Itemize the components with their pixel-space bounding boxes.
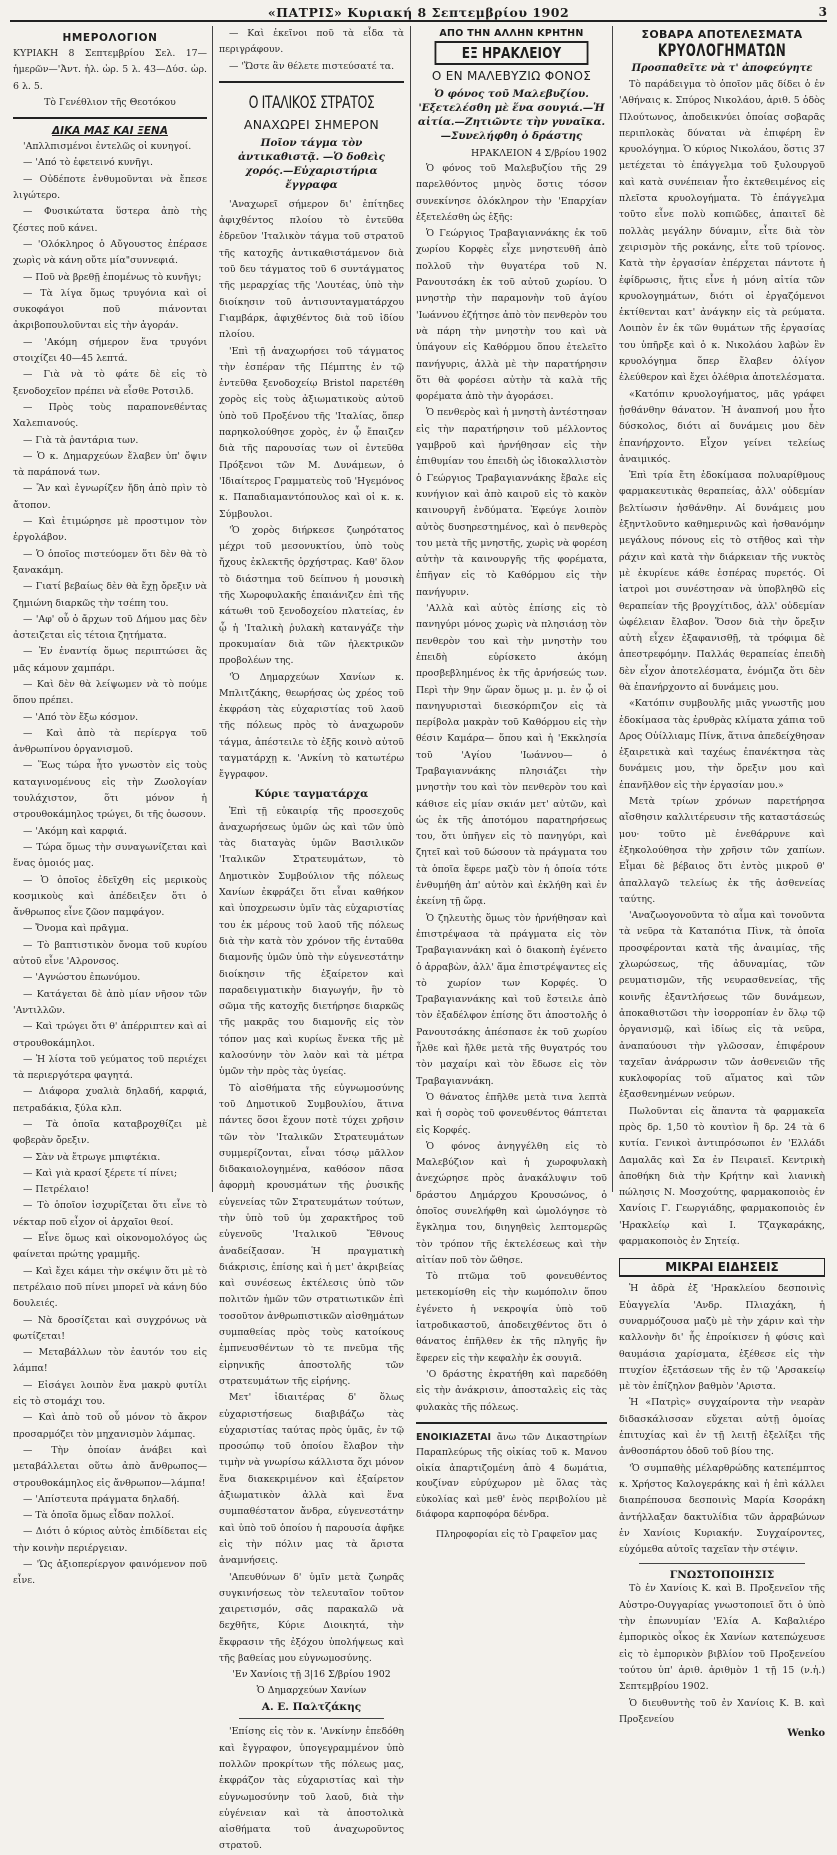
calendar-heading: ΗΜΕΡΟΛΟΓΙΟΝ [62,32,158,44]
paragraph: — Γιὰ τὰ ῥαντάρια των. [23,434,139,446]
paragraph: — 'Ὡς ἀξιοπερίεργον φαινόμενον ποῦ εἶνε. [13,1559,207,1587]
paragraph: Τὸ πτῶμα τοῦ φονευθέντος μετεκομίσθη εἰς τὴν κωμόπολιν ὅπου ἐγένετο ἡ νεκροψία ὑπὸ τοῦ ἰατροδικαστοῦ, ἀποδειχθέντος ὅτι ὁ θάνατος ἐπῆλθεν ἐκ τῆς πληγῆς ἣν ἔφερεν εἰς τὴν κεφαλὴν ἐκ σουγιᾶ. [416,1271,607,1364]
paragraph: — Καὶ τρώγει ὅτι θ' ἀπέρριπτεν καὶ αἱ στρουθοκάμηλοι. [13,1021,207,1049]
paragraph: — Καὶ ἀπὸ τὰ περίεργα τοῦ ἀνθρωπίνου ὀργανισμοῦ. [13,727,207,756]
paragraph: 'Αναζωογονοῦντα τὸ αἷμα καὶ τονοῦντα τὰ νεῦρα τὰ Καταπότια Πὶνκ, τὰ ὁποῖα προσφέρονται κατὰ τῆς ἀναιμίας, τῆς χλωρώσεως, τῆς ἀδυναμίας, τῶν ρευματισμῶν, τῆς νευρασθενείας, τῆς κοινῆς ἐξαντλήσεως τῶν δυνάμεων, ἀποκαθιστῶσι τὴν ἰσορροπίαν ἐν ὅλῳ τῷ ὀργανισμῷ, καὶ ἰδίως εἰς τὰ νεῦρα, ἀναπαύουσι τὴν γλῶσσαν, ἐπιφέρουν ταχεῖαν ἀνάρρωσιν τῶν ἀσθενειῶν τῆς κυκλοφορίας τοῦ αἵματος καὶ τῶν ἐξασθενημένων νεύρων. [619,910,825,1101]
subheadline: Προσπαθεῖτε νὰ τ' ἀποφεύγητε [631,63,813,74]
closing-paragraph: 'Επίσης εἰς τὸν κ. 'Ανκίνην ἐπεδόθη καὶ ἔγγραφον, ὑπογεγραμμένον ὑπὸ πολλῶν προκρίτων τῆς πόλεως μας, ἐκφράζον τὰς εὐχαριστίας καὶ τὴν εὐγνωμοσύνην τοῦ λαοῦ, διὰ τὴν εὐγένειαν καὶ τὰ ἀποστολικὰ αἰσθήματα τοῦ ἀναχωροῦντος στρατοῦ. [219,1726,404,1852]
column-1 [8,26,212,1587]
column-rule [612,26,613,1192]
classified-title: ΕΝΟΙΚΙΑΖΕΤΑΙ [416,1431,492,1443]
paragraph: — Ἐν ἐναντίᾳ ὅμως περιπτώσει ἂς μᾶς κάμουν χαμπάρι. [13,646,207,674]
paragraph: Ὁ φόνος ἀνηγγέλθη εἰς τὸ Μαλεβύζιον καὶ ἡ χωροφυλακὴ ἀνεχώρησε πρὸς ἀνακάλυψιν τοῦ δράστου Δημάρχου Κρουσώνος, ὁ ὁποῖος συνελήφθη καὶ ὡμολόγησε τὸ ἔγκλημα του, διηγηθεὶς λεπτομερῶς τὸν τρόπον τῆς ἐκτελέσεως καὶ τὴν αἰτίαν ποῦ τὸν ὤθησε. [416,1140,607,1266]
paragraph: — 'Ακόμη καὶ καρφιά. [23,825,127,837]
paragraph: — 'Από τὸ ἐφετεινό κυνῆγι. [23,157,153,169]
paragraph: — Σὰν νὰ ἔτρωγε μπιφτέκια. [23,1151,161,1163]
article-body [219,197,404,784]
paragraph: — Τὰ λίγα ὅμως τρυγόνια καὶ οἱ συκοφάγοι ποῦ πιάνονται ἀκριβοπουλοῦνται εἰς τὴν ἀγοράν. [13,287,207,332]
paragraph: — 'Αφ' οὗ ὁ ἄρχων τοῦ Δήμου μας δὲν ἀστειζεται εἰς τέτοια ζητήματα. [13,613,207,642]
subheadline: Ὁ φόνος τοῦ Μαλεβυζίου. 'Εξετελέσθη μὲ ἕνα σουγιά.—Ἡ αἰτία.—Ζητιῶντε τὴν γυναῖκα.—Συνελήφθη ὁ δράστης [417,88,606,142]
paragraph: — Οὐδέποτε ἐνθυμοῦνται νὰ ἔπεσε λιγώτερο. [13,173,207,202]
paragraph: — Καὶ ἐκεῖνοι ποῦ τὰ εἶδα τὰ περιγράφουν. [219,28,404,56]
dateline: ΗΡΑΚΛΕΙΟΝ 4 Σ/βρίου 1902 [471,148,607,159]
paragraph: — 'Απίστευτα πράγματα δηλαδή. [23,1493,180,1505]
headline: Ο ΕΝ ΜΑΛΕΒΥΖΙΩ ΦΟΝΟΣ [431,69,592,83]
news-item: Ἡ «Πατρὶς» συγχαίροντα τὴν νεαρὰν διδασκάλισσαν εὔχεται αὐτῇ ὁμοίας ἐπιτυχίας καὶ ἐν τῇ λειτῇ ἐξελίξει τῆς ἀνθοσπάρτου ὁδοῦ τοῦ βίου της. [619,1397,825,1458]
column-3 [411,26,612,1540]
paragraph: Τὸ παράδειγμα τὸ ὁποῖον μᾶς δίδει ὁ ἐν 'Αθήναις κ. Σπύρος Νικολάου, ἀριθ. 5 ὁδὸς Πλούτωνος, ἀποδεικνύει ὁποίας σοβαρᾶς περιπλοκὰς δύναται νὰ ἐπιφέρη ἓν κρυολόγημα. Ὁ κύριος Νικολάου, ὅστις 37 μετέχεται τὸ ἐπάγγελμα τοῦ ξυλουργοῦ καὶ κατὰ συνέπειαν ἦτο ἐκτεθειμένος εἰς πλεῖστα κρυολογήματα. Τὸ ἐπάγγελμα τοῦτο εἶνε πολὺ κοπιῶδες, ἀπαιτεῖ δὲ πολλὰς μεγάλην δύναμιν, εἶτε διὰ τὸν χειρισμὸν τῆς ροκάνης, εἶτε τοῦ τρίονος. Κατὰ τὴν ἐργασίαν ἐπέρχεται πάντοτε ἡ ἐφίδρωσις, ἥτις εἶνε ἡ μόνη αἰτία τῶν κρυολογημάτων, διότι οἱ ἐργαζόμενοι ἐκτίθενται κατ' ἀνάγκην εἰς τὰ ρεύματα. Λοιπὸν ἐν ἐκ τῶν θυμάτων τῆς ἐργασίας του ὑπῆρξε καὶ ὁ κ. Νικολάου λαβὼν ἓν κρυολόγημα ὅπερ ἔλαβεν ὀλίγον ἐλεύθερον καὶ ἔχει ὀλέθρια ἀποτελέσματα. [619,79,825,384]
paragraph: Ὁ θάνατος ἐπῆλθε μετὰ τινα λεπτὰ καὶ ἡ σορὸς τοῦ φονευθέντος θάπτεται εἰς Κορφές. [416,1091,607,1136]
paragraph: — Τώρα ὅμως τὴν συναγωνίζεται καὶ ἕνας ὁμοιός μας. [13,841,207,870]
paragraph: — Εἶνε ὅμως καὶ οἰκονομολόγος ὡς φαίνεται πρώτης γραμμῆς. [13,1233,207,1261]
section-title: ΔΙΚΑ ΜΑΣ ΚΑΙ ΞΕΝΑ [52,125,168,138]
letter-body [219,804,404,1668]
classified-text: ἄνω τῶν Δικαστηρίων Παραπλεύρως τῆς οἰκίας τοῦ κ. Μανου οἰκία ἀπαρτιζομένη ἀπὸ 4 δωμάτια, κουζίναν εὐρύχωρον μὲ ὅλας τὰς εὐκολίας καὶ μεθ' ἑνὸς περιβολίου μὲ διάφορα καρποφόρα δένδρα. [416,1431,607,1521]
paragraph: Ἐπὶ τρία ἔτη ἐδοκίμασα πολυαρίθμους φαρμακευτικὰς θεραπείας, ἀλλ' οὐδεμίαν βελτίωσιν ἠσθάνθην. Αἱ δυνάμεις μου ἐξηντλοῦντο καθημερινῶς καὶ ἠσθανόμην μεγάλους πόνους εἰς τὸ στῆθος καὶ τὴν ράχιν καὶ κατὰ τὴν διάρκειαν τῆς νυκτὸς μὲ ἐκυρίευε κάθε ἐσπέρας πυρετός. Οἱ ἰατροὶ μοι συνέστησαν νὰ ὑποβληθῶ εἰς θεραπείαν τῆς βρογχίτιδος, ἀλλ' οὐδεμίαν ὠφέλειαν ἔλαβον. Ὅσον διὰ τὴν ὄρεξιν αὐτὴ εἶχεν ἐξαφανισθῇ, τὰ τρόφιμα δὲ ἀπεστρεφόμην. Παλλάς θεραπείας ἐπειδὴ δὲν εἶχον ἀποτελέσματα, ἐνόμιζα ὅτι δὲν θὰ ἐπανήρχοντο αἱ δυνάμεις μου. [619,470,825,693]
article-body [13,139,207,1589]
paragraph: — 'Ὥστε ἂν θέλετε πιστεύσατέ τα. [229,60,395,72]
masthead [10,4,827,22]
classified-ad [416,1430,607,1523]
paragraph: «Κατόπιν κρυολογήματος, μᾶς γράφει ᾐσθάνθην θάνατον. Ἡ ἀναπνοή μου ἦτο δύσκολος, διότι αἱ δυνάμεις μου δὲν ἐπανήρχοντο. Εἶχον γείνει τελείως ἀναιμικός. [619,388,825,465]
paragraph: — Ὁ κ. Δημαρχεύων ἔλαβεν ὑπ' ὄψιν τὰ παράπονά των. [13,450,207,479]
paragraph: — Διάφορα χυαλιὰ δηλαδή, καρφιά, πετραδάκια, ξύλα κλπ. [13,1086,207,1114]
article-body [619,77,825,1250]
paragraph: Μετὰ τρίων χρόνων παρετήρησα αἴσθησιν καλλιτέρευσιν τῆς καταστάσεώς μου· τοῦτο μὲ ἐνεθάρρυνε καὶ ἐξηκολούθησα τὴν χρῆσιν τῶν χαπίων. Εἶμαι δὲ βέβαιος ὅτι ἐντὸς μικροῦ θ' ἀπαλλαγῶ τελείως ἐκ τῆς ἀσθενείας ταύτης. [619,796,825,905]
divider [219,81,404,83]
paragraph: — Ὄνομα καὶ πρᾶγμα. [23,923,129,935]
subheadline: Ποῖον τάγμα τὸν ἀντικαθιστᾷ. —Ὁ δοθεὶς χορός.—Εὐχαριστήρια ἔγγραφα [237,136,386,191]
boxed-title: ΕΞ ΗΡΑΚΛΕΙΟΥ [435,41,589,65]
paragraph: — Κατάγεται δὲ ἀπὸ μίαν νῆσον τῶν 'Αντιλλῶν. [13,988,207,1016]
letter-paragraph: Μετ' ἰδιαιτέρας δ' ὅλως εὐχαριστήσεως διαβιβάζω τὰς εὐχαριστίας ταύτας πρὸς ὑμᾶς, ἐν τῷ προσώπῳ τοῦ ὁποίου ἔλαβον τὴν τιμὴν νὰ γνωρίσω κάλλιστα ὅχι μόνον ἕνα διακεκριμένον καὶ ἐξαίρετον ἀξιωματικὸν ἀλλὰ καὶ ἕνα συμπαθέστατον ἄνδρα, εὐγενεστάτην καὶ ὑπὸ τοῦ ὁποίου ἡ παρουσία ἀφῆκε εἰς τὴν πόλιν μας τὰ ἄριστα ἀναμνήσεις. [219,1392,404,1567]
paragraph: — Καὶ ἐτιμώρησε μὲ προστιμον τὸν ἐργολάβον. [13,516,207,544]
paragraph: «Κατόπιν συμβουλῆς μιᾶς γνωστῆς μου ἐδοκίμασα τὰς ἐρυθρὰς κλίματα χάπια τοῦ Δρος Οὐίλλιαμς Πίνκ, ἅτινα ἀπεδείχθησαν ἐξαιρετικὰ καὶ ταχέως ἐπανέκτησα τὰς δυνάμεις μου, τὴν ὄρεξιν μου καὶ ἐπανῆλθον εἰς τὴν ἐργασίαν μου.» [619,698,825,791]
page-number: 3 [818,5,827,19]
paragraph: — 'Αγνώστου ἐπωνύμου. [23,972,141,984]
divider [639,1563,805,1564]
paragraph: 'Ο δράστης ἐκρατήθη καὶ παρεδόθη εἰς τὴν ἀνάκρισιν, ἀποσταλεὶς εἰς τὰς φυλακὰς τῆς πόλεως. [416,1368,607,1413]
letter-signatory-title: Ὁ Δημαρχεύων Χανίων [256,1685,367,1697]
letter-paragraph: Τὸ αἰσθήματα τῆς εὐγνωμοσύνης τοῦ Δημοτικοῦ Συμβουλίου, ἅτινα πάντες ὅσοι ἔχουν ποτὲ τύχει χρῆσιν τῶν τὸν 'Ιταλικῶν Στρατευμάτων συμμερίζονται, εἶναι τόσῳ μᾶλλον διδακαιολογημένα, καθόσον πᾶσα ἀφορμὴ κρουσμάτων τῆς ῥυσικῆς εὐγενείας τῶν Στρατευμάτων τούτων, τὴν ὑπὸ τοῦ ὑμ χαρακτῆρος τοῦ εὐγενοῦς 'Ιταλικοῦ Ἔθνους ἀναδείξασαν. Ἡ πραγματικὴ διάκρισις, ἐπίσης καὶ ἡ μετ' ἀκριβείας καὶ συνέσεως ἐκτέλεσις ὑπὸ τῶν πολιτῶν ἡμῶν τῶν στρατιωτικῶν ἐπὶ τοσοῦτον ἀνθρωπιστικῶν αἰσθημάτων συμπαθείας πρὸς τοὺς κατοίκους ἐμπνευσθέντων τὸ τε πνεῦμα τῆς εἰρηνικῆς ἀποστολῆς τῶν στρατευμάτων τῆς εἰρήνης. [219,1082,404,1387]
paragraph: — 'Ακόμη σήμερον ἕνα τρυγόνι στοιχίζει 40—45 λεπτά. [13,336,207,365]
notice-signatory: Ὁ διευθυντὴς τοῦ ἐν Χανίοις Κ. Β. καὶ Προξενείου [619,1697,825,1725]
paragraph: — Πετρέλαιο! [23,1184,90,1196]
paragraph: — Καὶ δὲν θὰ λείψωμεν νὰ τὸ πούμε ὅπου πρέπει. [13,678,207,707]
headline: ΣΟΒΑΡΑ ΑΠΟΤΕΛΕΣΜΑΤΑ [641,28,803,41]
paragraph: — Ἂν καὶ ἐγνωρίζεν ἤδη ἀπὸ πρὶν τὸ ἄτοπον. [13,483,207,511]
notice-text: Τὸ ἐν Χανίοις Κ. καὶ Β. Προξενεῖον τῆς Αὐστρο-Ουγγαρίας γνωστοποιεῖ ὅτι ὁ ὑπὸ τὴν ἐπωνυμίαν 'Ελία Α. Καβαλιέρο ἐμπορικὸς οἶκος ἐκ Χανίων κατεπώχευσε εἰς τὸ ἐμπορικὸν βιβλίον τοῦ Προξενείου τούτου ὑπ' ἀριθ. ἀριθμὸν 1 τῇ 15 (ν.ἡ.) Σεπτεμβρίου 1902. [619,1583,825,1693]
headline: Ο ΙΤΑΛΙΚΟΣ ΣΤΡΑΤΟΣ [248,92,375,113]
paragraph: — Ποῦ νὰ βρεθῇ ἑπομένως τὸ κυνῆγι; [23,271,202,283]
letter-signature: Α. Ε. Παλτζάκης [261,1701,362,1714]
news-item: Ἡ ἀδρὰ ἐξ 'Ηρακλείου δεσποινὶς Εὐαγγελία 'Ανδρ. Πλιαχάκη, ἡ συναρμόζουσα μαζὺ μὲ τὴν χάριν καὶ τὴν καλλονὴν δι' ἧς ἐπροίκισεν ἡ φύσις καὶ θαυμάσια χαρίσματα, ἐξέθεσε εἰς τὴν πτυχίον ἐξετάσεων τῆς ἐν τῷ 'Αρσακείῳ μὲ τὸν ἐπίζηλον βαθμὸν 'Αριστα. [619,1283,825,1393]
paragraph: 'Ὁ χορὸς διήρκεσε ζωηρότατος μέχρι τοῦ μεσονυκτίου, ὑπὸ τοὺς ἤχους ἐκλεκτῆς ὀρχήστρας. Καθ' ὅλον τὸ διάστημα τοῦ δείπνου ἡ μουσικὴ τῆς Χωροφυλακῆς ἐπαιάνιζεν ἐπὶ τῆς κάτωθι τοῦ ξενοδοχείου πλατείας, ἐν ᾧ ἡ 'Ιταλικὴ ῥυλακὴ κατανγάζε τὴν προκυμαίαν διὰ τῶν ἠλεκτρικῶν προβολέων της. [219,524,404,667]
paragraph: Ὁ φόνος τοῦ Μαλεβυζίου τῆς 29 παρελθόντος μηνὸς ὅστις τόσον συνεκίνησε ὁλόκληρον τὴν 'Επαρχίαν ἐξετελέσθη ὡς ἑξῆς: [416,163,607,223]
paragraph: — Τὸ βαπτιστικὸν ὄνομα τοῦ κυρίου αὐτοῦ εἶνε 'Αλρονσος. [13,939,207,968]
paragraph: 'Επὶ τῇ ἀναχωρήσει τοῦ τάγματος τὴν ἑσπέραν τῆς Πέμπτης ἐν τῷ ἐντεῦθα ξενοδοχείῳ Bristol παρετέθη χορὸς εἰς τοὺς ἀξιωματικοὺς αὐτοῦ ὑπὸ τοῦ Προξένου τῆς 'Ιταλίας, ὅπερ παρηκολούθησε χορὸς, ἐν ᾧ ἔπαιζεν διὰ τῆς παρουσίας των οἱ ἐντεῦθα Πρόξενοι τῶν Μ. Δυνάμεων, ὁ 'Ιδιαίτερος Γραμματεὺς τοῦ 'Ηγεμόνος κ. Παπαδιαμαντόπουλος καὶ οἱ κ. κ. Σύμβουλοι. [219,345,404,520]
headline-secondary: ΚΡΥΟΛΟΓΗΜΑΤΩΝ [657,41,787,61]
divider [416,1422,607,1424]
paragraph: 'Απλλπισμένοι ἐντελῶς οἱ κυνηγοί. [23,141,192,153]
column-rule [212,26,213,1192]
paragraph: 'Αναχωρεῖ σήμερον δι' ἐπίτηδες ἀφιχθέντος πλοίου τὸ ἐντεῦθα ἐδρεῦον 'Ιταλικὸν τάγμα τοῦ στρατοῦ τῆς κατοχῆς ἀντικαθιστάμενον διὰ τοῦ δευ τάγματος τοῦ 6 συντάγματος τῆς μεραρχίας τῆς 'Λουτέας, ὑπὸ τὴν διοίκησιν τοῦ ἀντισυνταγματάρχου Γιαμβάρκ, ἀφιχθέντος διὰ τοῦ ἰδίου πλοίου. [219,198,404,341]
paragraph: 'Αλλὰ καὶ αὐτὸς ἐπίσης εἰς τὸ πανηγύρι μόνος χωρὶς νὰ πλησιάσῃ τὸν πενθερὸν του καὶ τὴν μνηστὴν του ἐπειδὴ εὑρίσκετο ἀκόμη προσβεβλημένος ἐκ τῆς ἀρνήσεώς των. Περὶ τὴν 9ην ὥραν ὅμως μ. μ. ἐν ᾧ οἱ πανηγυρισταὶ διεσκόρπιζον εἰς τὰ περίβολα μακρὰν τοῦ Καθόρμου εἰς τὴν θέσιν Καμάρα— ὅπου καὶ ἡ 'Εκκλησία τοῦ 'Αγίου 'Ιωάννου— ὁ Τραβαγιαννάκης πλησιάζει τὴν μνηστὴν του καὶ τὸν πενθερὸν του καὶ κάθισε εἰς μίαν σκιάν μετ' αὐτῶν, καὶ ὡς ἐκ τῆς ἀποτόμου παρατηρήσεως του, ὅτι ὑπῆγεν εἰς τὸ πανηγύρι, καὶ ζητεῖ καὶ τοῦ δώσουν τὰ πράγματα του τὰ ὁποῖα ἔφερε μαζὺ τὸν ἡ ὁποία τότε ἐνθυμήθη ἀπ' αὐτὸν καὶ ἐκλήθη καὶ ἐν ἐκείνη τῇ ὥρᾳ. [416,603,607,908]
news-item: 'Ὁ συμπαθὴς μέλαρθρώδης κατεπέμπτος κ. Χρήστος Καλογεράκης καὶ ἡ ἐπὶ κάλλει διαπρέπουσα δεσποινὶς Μαρία Κσοράκη ἀντήλλαξαν δακτυλίδια τῶν ἀρραβώνων ἐν Χανίοις Κυριακήν. Συγχαίροντες, εὐχόμεθα αὐτοῖς ταχεῖαν τὴν στέψιν. [619,1462,825,1556]
paragraph: Ὁ πενθερὸς καὶ ἡ μνηστὴ ἀντέστησαν εἰς τὴν παρατήρησιν τοῦ μέλλοντος γαμβροῦ καὶ ἠρνήθησαν εἰς τὴν ἐπιθυμίαν του ἐπειδὴ ὡς ἰδιοκαλλιστὸν ὁ Γεώργιος Τραβαγιαννάκης ἔβαλε εἰς κυνήγιον καὶ ἀπὸ καιροῦ εἰς τὸ κακὸν καινουργῆ ἐνδύματα. Ἐφεύγε λοιπὸν αὐτὸς δυσηρεστημένος, καὶ ὁ πενθερὸς του μετὰ τῆς μνηστῆς, χωρὶς νὰ φορέση αὐτὴν τὰ καινουργῆς τῆς φορέματα, ἐπῆγαν εἰς τὸ Καθόρμου εἰς τὴν πανήγυριν. [416,407,607,598]
paragraph: — Ἡ λίστα τοῦ γεύματος τοῦ περιέχει τὰ περιεργότερα φαγητά. [13,1053,207,1082]
paragraph: — Τὸ ὁποῖον ἰσχυρίζεται ὅτι εἶνε τὸ νέκταρ ποῦ εἶχον οἱ ἀρχαῖοι θεοί. [13,1200,207,1228]
article-continuation [219,26,404,75]
paragraph: — Καὶ γιὰ κρασί ξέρετε τί πίνει; [23,1167,178,1179]
paragraph: — Εἰσάγει λοιπὸν ἕνα μακρὺ φυτίλι εἰς τὸ στομάχι του. [13,1379,207,1408]
paragraph: — 'Ολόκληρος ὁ Αὔγουστος ἐπέρασε χωρὶς νὰ κάνη οὔτε μία"συννεφιά. [13,238,207,267]
kicker: ΑΠΟ ΤΗΝ ΑΛΛΗΝ ΚΡΗΤΗΝ [439,28,584,39]
short-news-body [619,1281,825,1558]
classified-footer: Πληροφορίαι εἰς τὸ Γραφεῖον μας [435,1528,598,1540]
letter-paragraph: 'Απευθύνων δ' ὑμῖν μετὰ ζωηρᾶς συγκινήσεως τὸν τελευταῖον τοῦτον χαιρετισμόν, σᾶς παρακαλῶ νὰ δεχθῆτε, Κύριε Διοικητά, τὴν ἔκφρασιν τῆς ἐξόχου ὑπολήψεως καὶ τῆς βαθείας μου εὐγνωμοσύνης. [219,1571,404,1665]
letter-heading: Κύριε ταγματάρχα [254,787,369,800]
masthead-title: «ΠΑΤΡΙΣ» Κυριακή 8 Σεπτεμβρίου 1902 [267,5,570,20]
paragraph: — Μεταβάλλων τὸν ἑαυτόν του εἰς λάμπα! [13,1347,207,1375]
calendar-text: ΚΥΡΙΑΚΗ 8 Σεπτεμβρίου Σελ. 17—ἡμερῶν—'Ἀντ. ἡλ. ὡρ. 5 λ. 43—Δύσ. ὡρ. 6 λ. 5. [13,48,207,92]
divider [239,1718,384,1719]
divider [13,117,207,119]
paragraph: — Φυσικώτατα ὕστερα ἀπὸ τὴς ζέστες ποῦ κάνει. [13,206,207,234]
paragraph: — Τὴν ὁποίαν ἀνάβει καὶ μεταβάλλεται οὕτω ἀπὸ ἄνθρωπος—στρουθοκάμηλος εἰς ἄνθρωπον—λάμπα! [13,1444,207,1489]
paragraph: — 'Από τὸν ἔξω κόσμον. [23,711,139,723]
paragraph: Πωλοῦνται εἰς ἅπαντα τὰ φαρμακεῖα πρὸς δρ. 1,50 τὸ κουτὶον ἢ δρ. 24 τὰ 6 κυτία. Γενικοὶ ἀντιπρόσωποι ἐν 'Ελλάδι Δαμαλᾶς καὶ Σα ἐν Πειραιεῖ. Κεντρικὴ ἀποθήκη διὰ τὴν Κρήτην καὶ λιανικὴ πώλησις Ν. Μοσχούτης, φαρμακοποιὸς ἐν Χανίοις Γ. Γεωργιάδης, φαρμακοποιὸς ἐν 'Ηρακλείῳ καὶ Ι. Τζαγκαράκης, φαρμακοποιὸς ἐν Σητείᾳ. [619,1105,825,1248]
paragraph: — Τὰ ὁποῖα καταβροχθίζει μὲ φοβερὰν ὄρεξιν. [13,1119,207,1147]
column-2 [214,26,409,1852]
calendar-feast: Τὸ Γενέθλιον τῆς Θεοτόκου [44,96,176,108]
paragraph: — Καὶ ἀπὸ τοῦ οὗ μόνον τὸ ἄκρον προσαρμόζει τὸν μηχανισμὸν λάμπας. [13,1412,207,1440]
paragraph: — Ὁ ὁποῖος πιστεύομεν ὅτι δὲν θὰ τὸ ξανακάμη. [13,548,207,576]
paragraph: Ὁ Γεώργιος Τραβαγιαννάκης ἐκ τοῦ χωρίου Κορφὲς εἶχε μνηστευθῆ ἀπὸ πολλοῦ τὴν θυγατέρα τοῦ Ν. Ρανουτσάκη ἐκ τοῦ αὐτοῦ χωρίου. Ὁ μνηστὴρ τὴν παραμονὴν τοῦ ἁγίου 'Ιωάννου ἐζήτησε ἀπὸ τὸν πενθερὸν του νὰ πάρη τὴν μνηστὴν του καὶ νὰ ὑπάγουν εἰς Καθόρμου ὅπου ἐτελεῖτο πανήγυρις, ἀλλὰ μὲ τὴν παρατήρησιν ὅτι θὰ φορέσει αὐτὴν τὰ καλὰ τῆς φορέματα ἀπὸ τὴν ἀγοράσει. [416,228,607,403]
paragraph: — Γιατί βεβαίως δὲν θὰ ἔχῃ ὄρεξιν νὰ ζημιώνη διαρκῶς τὴν τσέπη του. [13,581,207,609]
notice-title: ΓΝΩΣΤΟΠΟΙΗΣΙΣ [669,1569,775,1582]
letter-paragraph: Ἐπὶ τῇ εὐκαιρίᾳ τῆς προσεχοῦς ἀναχωρήσεως ὑμῶν ὡς καὶ τῶν ὑπὸ τὰς διαταγὰς ὑμῶν Βασιλικῶν 'Ιταλικῶν Στρατευμάτων, τὸ Δημοτικὸν Συμβούλιον τῆς πόλεως Χανίων ἐκφράζει ὅτι εἶναι καθήκον καὶ ὑποχρεωσιν ὑμῖν τὰς εὐχαριστίας του ἐκ μέρους τοῦ λαοῦ τῆς πόλεως διὰ τὴν κατὰ τὸν χρόνον τῆς ἐνταῦθα διαμονῆς ὑμῶν ὑπὸ τὴν εὐγενεστάτην διοίκησιν τῆς ἐξαίρετον καὶ παραδειγματικὴν διαγωγήν, ἣν τὸ σῶμα τῆς κατοχῆς διετήρησε διαρκῶς τῆς μακρᾶς του διαμονῆς εἰς τὸν τόπον μας καὶ κυρίως ἕνεκα τῆς μὲ καλοσύνην τὸν λαὸν καὶ τὰ μέτρα ὑμῶν τὴν πρὸς τὰς ὑγείας. [219,805,404,1078]
paragraph: Ὁ ζηλευτὴς ὅμως τὸν ἠρνήθησαν καὶ ἐπιστρέψασα τὰ πράγματα εἰς τὸν Τραβαγιαννάκη καὶ ὁ διακοπὴ ἐγένετο ὁ ἀρραβὼν, ἀλλ' ἅμα ἐπιστρέψαντες εἰς τὸ χωρίον των Κορφές. Ὁ Τραβαγιαννάκης καὶ τοῦ ἔστειλε ἀπὸ τὸν ἐξαδέλφον ἐπίσης ὅτι ἀποστολῆς ὁ Ρανουτσάκης ἀπέσπασε ἐκ τοῦ χωρίου ἦλθε καὶ ἤλθε μετὰ τῆς θυγατρός του τὸν μαχαίρι καὶ τὸν ἔδωσε εἰς τὸν Τραβαγιαννάκη. [416,912,607,1087]
paragraph: — Γιὰ νὰ τὸ φάτε δὲ εἰς τὸ ξενοδοχεῖον πρέπει νὰ εἶσθε Ροτσιλδ. [13,369,207,397]
headline-secondary: ΑΝΑΧΩΡΕΙ ΣΗΜΕΡΟΝ [243,116,380,132]
paragraph: — Ἕως τώρα ἦτο γνωστὸν εἰς τοὺς καταγινομένους εἰς τὴν Ζωολογίαν τουλάχιστον, ὅτι μόνον ἡ στρουθοκάμηλος τρώγει, δι τῆς ὁωσουν. [13,760,207,821]
section-title: ΜΙΚΡΑΙ ΕΙΔΗΣΕΙΣ [619,1258,825,1277]
article-body [416,161,607,1416]
letter-date: 'Εν Χανίοις τῇ 3|16 Σ/βρίου 1902 [232,1669,391,1681]
paragraph: — Τὰ ὁποῖα ὅμως εἶδαν πολλοί. [23,1510,175,1522]
column-4 [614,26,830,1740]
paragraph: — Ὁ ὁποῖος ἐδεῖχθη εἰς μερικοὺς κοσμικοὺς καὶ ἀπέδειξεν ὅτι ὁ ἄνθρωπος εἶνε ζῶον παμφάγον. [13,874,207,919]
paragraph: — Διότι ὁ κύριος αὐτὸς ἐπιδίδεται εἰς τὴν κοινὴν περιέργειαν. [13,1526,207,1554]
notice-signature: Wenko [787,1728,825,1740]
paragraph: — Πρὸς τοὺς παραπονεθέντας Χαλεπιανούς. [13,401,207,430]
paragraph: 'Ὁ Δημαρχεύων Χανίων κ. Μπλιτζάκης, θεωρήσας ὡς χρέος τοῦ ἐκφράση τὰς εὐχαριστίας τοῦ λαοῦ τῆς πόλεως πρὸς τὸ ἀναχωροῦν τάγμα, ἀπέστειλε τὸ ἑξῆς κοινὸ αὐτοῦ ταγματάρχῃ κ. 'Ανκίνη τὸ κατωτέρω ἔγγραφον. [219,671,404,781]
paragraph: — Καὶ ἔχει κάμει τὴν σκέψιν ὅτι μὲ τὸ πετρέλαιο ποῦ πίνει μπορεῖ νὰ κάνη δύο δουλειές. [13,1265,207,1310]
paragraph: — Νὰ δροσίζεται καὶ συγχρόνως νὰ φωτίζεται! [13,1314,207,1342]
